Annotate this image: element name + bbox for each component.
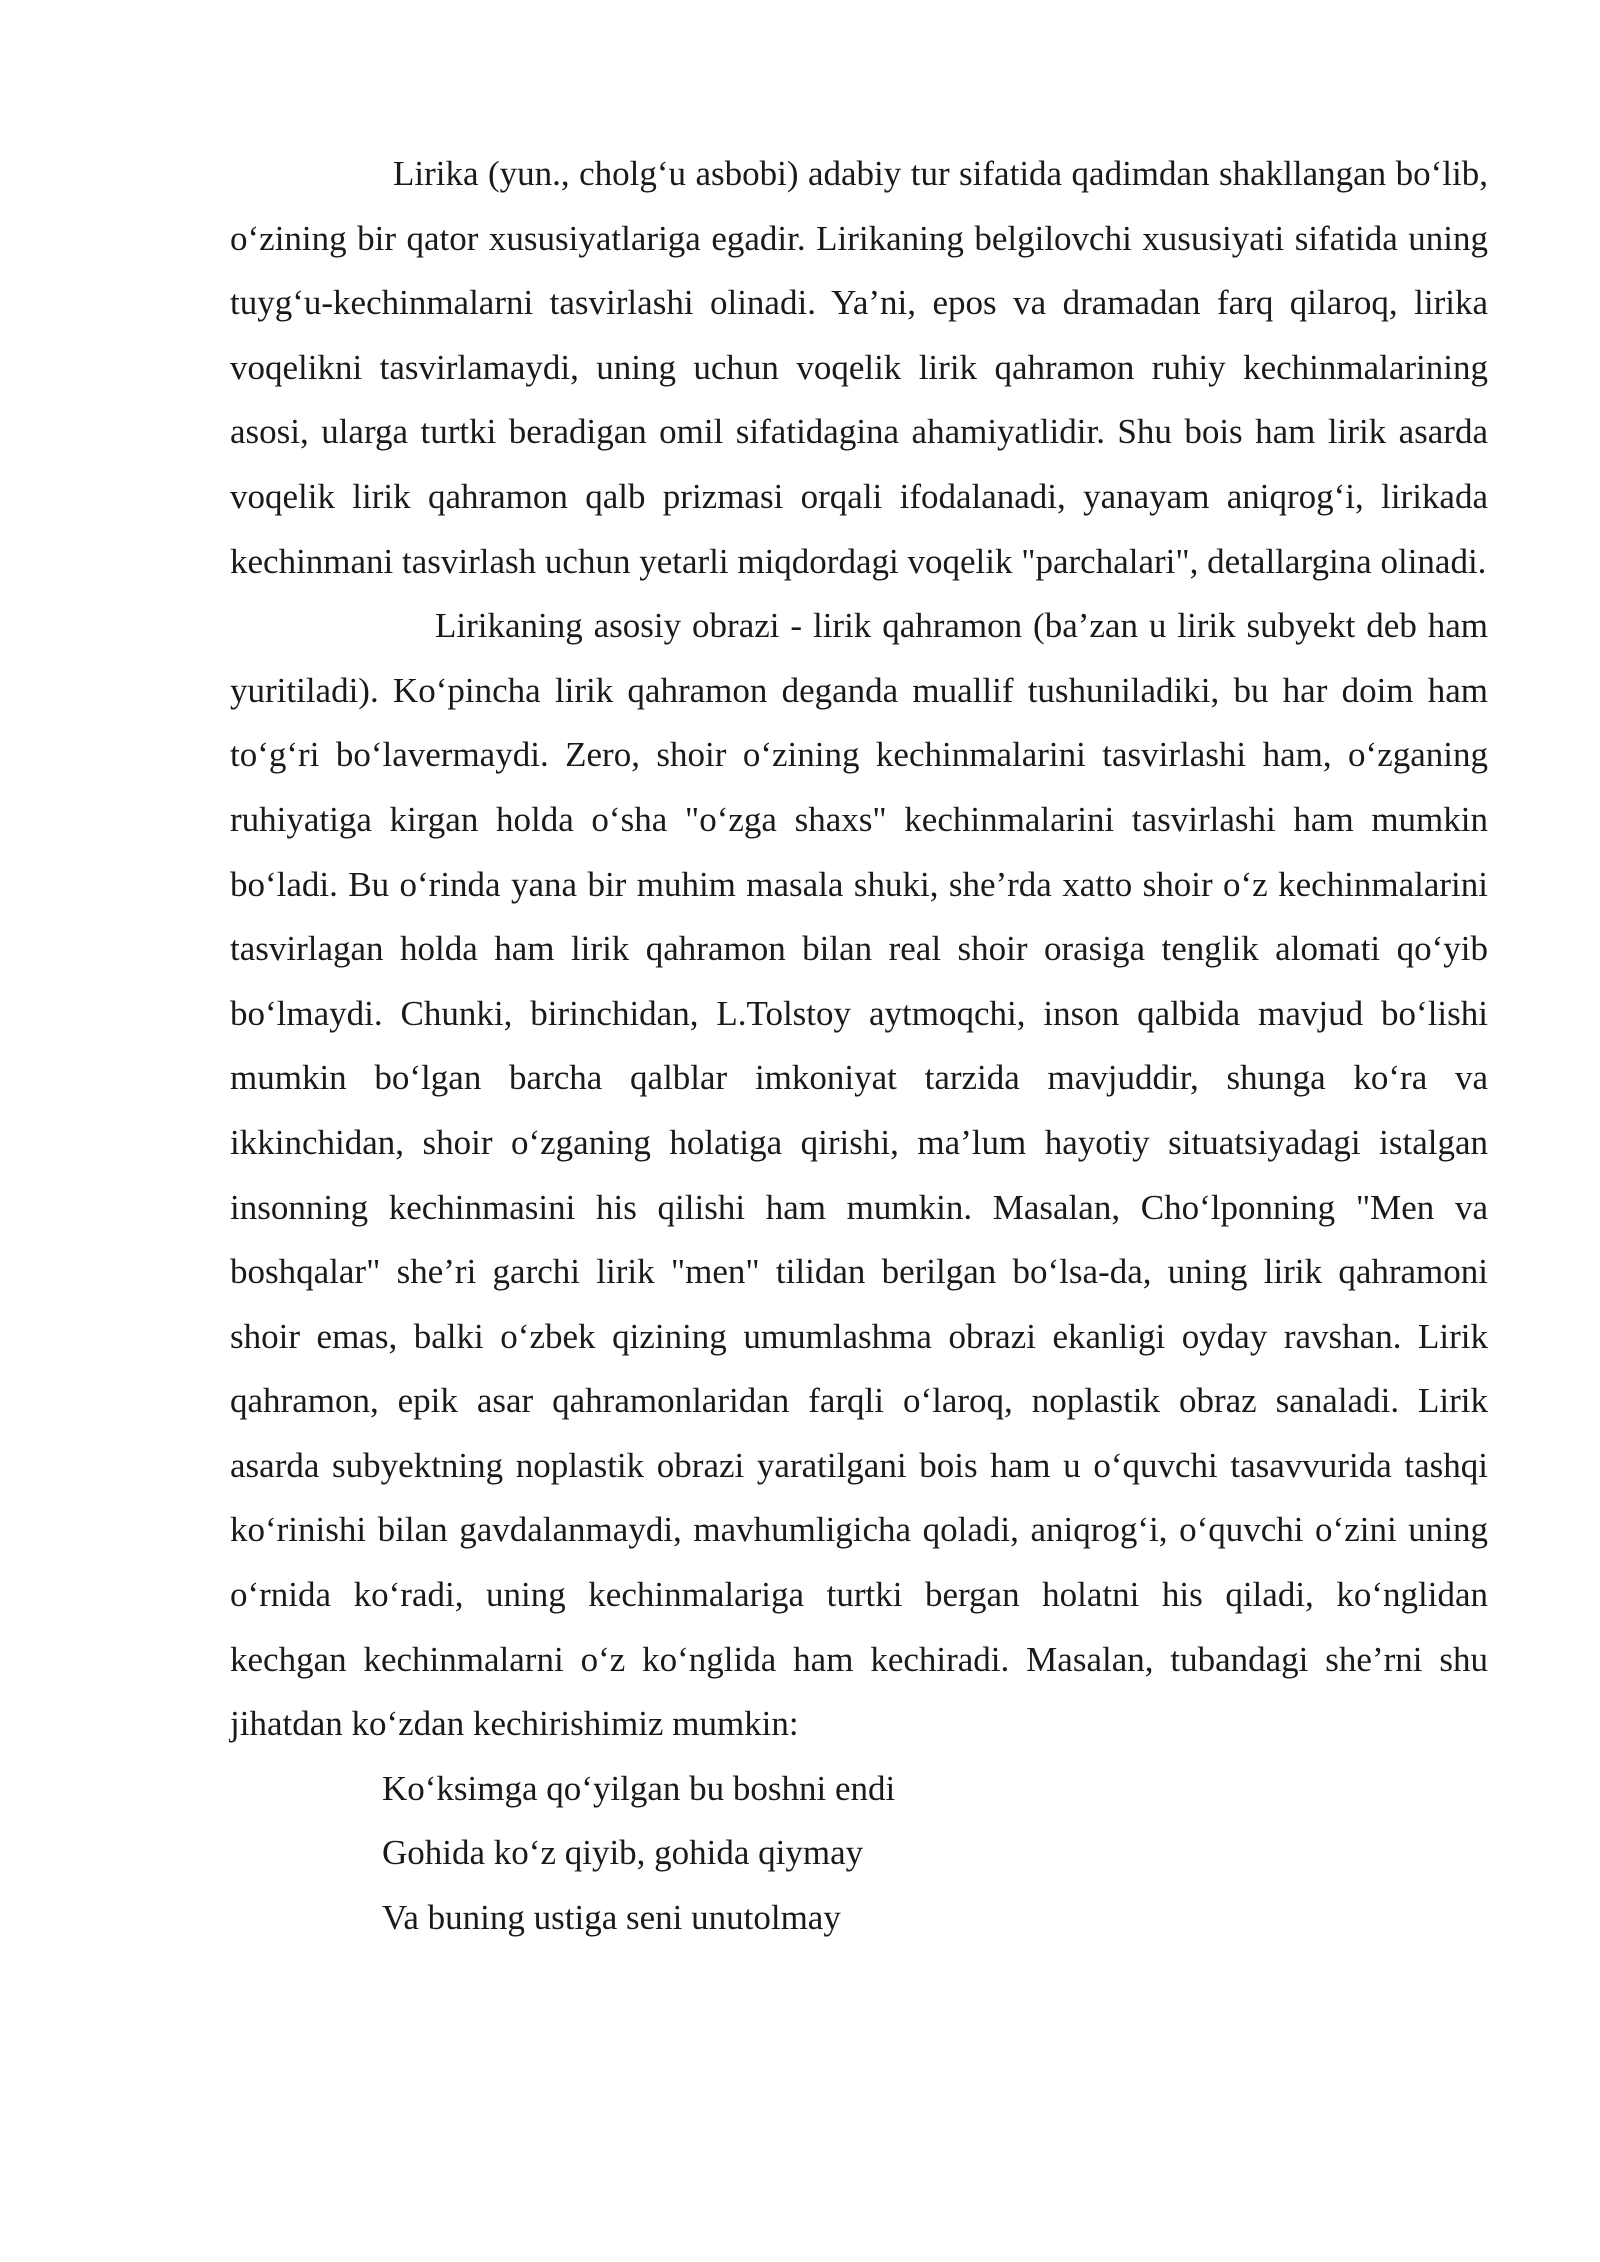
poem-line: Va buning ustiga seni unutolmay (382, 1898, 841, 1938)
poem-line: Ko‘ksimga qo‘yilgan bu boshni endi (382, 1768, 896, 1808)
poem-line: Gohida ko‘z qiyib, gohida qiymay (382, 1833, 864, 1873)
poem-excerpt (230, 1757, 1488, 1951)
document-body (230, 142, 1488, 1951)
paragraph-lyric-hero: Lirikaning asosiy obrazi - lirik qahramon (ba’zan u lirik subyekt deb ham yuritiladi). Ko‘pincha lirik qahramon deganda muallif tushuniladiki, bu har doim ham to‘g‘ri bo‘lavermaydi. Zero, shoir o‘zining kechinmalarini tasvirlashi ham, o‘zganing ruhiyatiga kirgan holda o‘sha "o‘zga shaxs" kechinmalarini tasvirlashi ham mumkin bo‘ladi. Bu o‘rinda yana bir muhim masala shuki, she’rda xatto shoir o‘z kechinmalarini tasvirlagan holda ham lirik qahramon bilan real shoir orasiga tenglik alomati qo‘yib bo‘lmaydi. Chunki, birinchidan, L.Tolstoy aytmoqchi, inson qalbida mavjud bo‘lishi mumkin bo‘lgan barcha qalblar imkoniyat tarzida mavjuddir, shunga ko‘ra va ikkinchidan, shoir o‘zganing holatiga qirishi, ma’lum hayotiy situatsiyadagi istalgan insonning kechinmasini his qilishi ham mumkin. Masalan, Cho‘lponning "Men va boshqalar" she’ri garchi lirik "men" tilidan berilgan bo‘lsa-da, uning lirik qahramoni shoir emas, balki o‘zbek qizining umumlashma obrazi ekanligi oyday ravshan. Lirik qahramon, epik asar qahramonlaridan farqli o‘laroq, noplastik obraz sanaladi. Lirik asarda subyektning noplastik obrazi yaratilgani bois ham u o‘quvchi tasavvurida tashqi ko‘rinishi bilan gavdalanmaydi, mavhumligicha qoladi, aniqrog‘i, o‘quvchi o‘zini uning o‘rnida ko‘radi, uning kechinmalariga turtki bergan holatni his qiladi, ko‘nglidan kechgan kechinmalarni o‘z ko‘nglida ham kechiradi. Masalan, tubandagi she’rni shu jihatdan ko‘zdan kechirishimiz mumkin: (230, 606, 1488, 1744)
paragraph-lirika-definition: Lirika (yun., cholg‘u asbobi) adabiy tur sifatida qadimdan shakllangan bo‘lib, o‘zining bir qator xususiyatlariga egadir. Lirikaning belgilovchi xususiyati sifatida uning tuyg‘u-kechinmalarni tasvirlashi olinadi. Ya’ni, epos va dramadan farq qilaroq, lirika voqelikni tasvirlamaydi, uning uchun voqelik lirik qahramon ruhiy kechinmalarining asosi, ularga turtki beradigan omil sifatidagina ahamiyatlidir. Shu bois ham lirik asarda voqelik lirik qahramon qalb prizmasi orqali ifodalanadi, yanayam aniqrog‘i, lirikada kechinmani tasvirlash uchun yetarli miqdordagi voqelik "parchalari", detallargina olinadi. (230, 154, 1488, 581)
